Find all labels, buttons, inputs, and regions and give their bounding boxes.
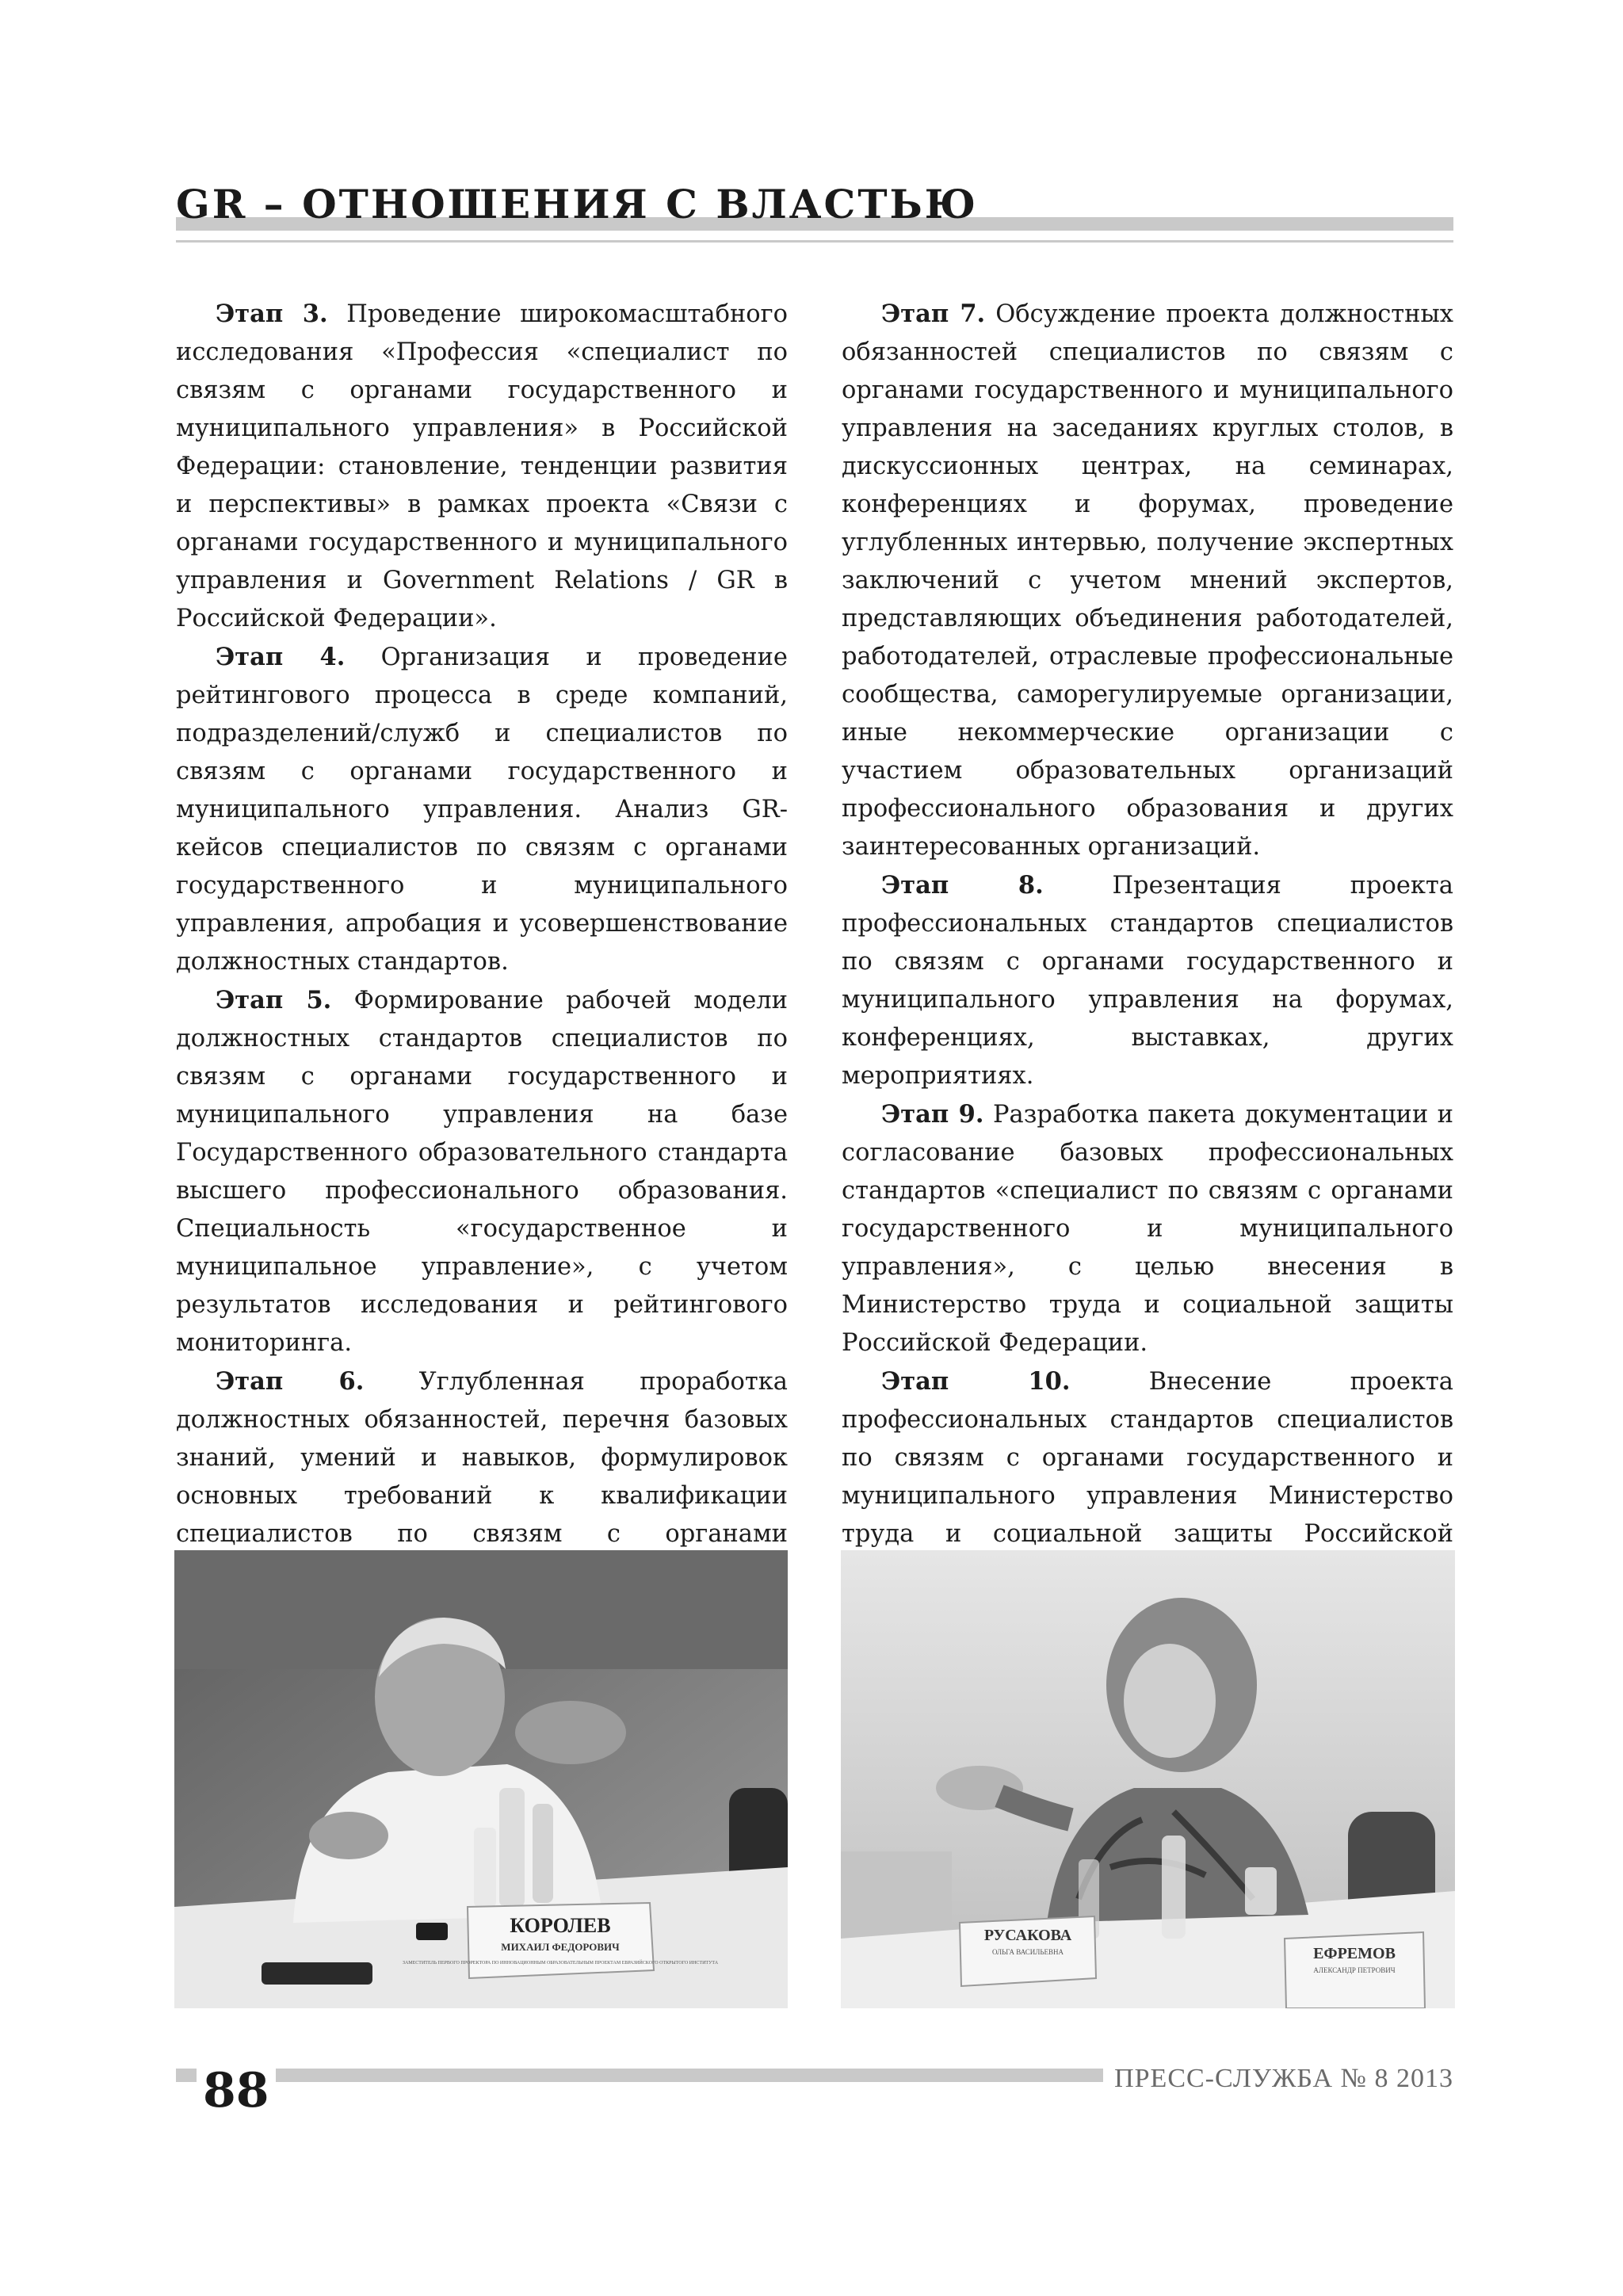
stage-text: Формирование рабочей модели должностных стандартов специалистов по связям с органами государственного и муниципального управления на базе Государственного образовательного стандарта высшего профессионального образования. Специальность «государственное и муниципальное управление», с учетом результатов исследования и рейтингового мониторинга. [176,987,788,1357]
left-column [176,295,788,1668]
stage-text: Обсуждение проекта должностных обязанностей специалистов по связям с органами государственного и муниципального управления на заседаниях круглых столов, в дискуссионных центрах, на семинарах, конференциях и форумах, проведение углубленных интервью, получение экспертных заключений с учетом мнений экспертов, представляющих объединения работодателей, работодателей, отраслевые профессиональные сообщества, саморегулируемые организации, иные некоммерческие организации с участием образовательных организаций профессионального образования и других заинтересованных организаций. [842,300,1453,861]
stage-text: Презентация проекта профессиональных стандартов специалистов по связям с органами государственного и муниципального управления на форумах, конференциях, выставках, других мероприятиях. [842,872,1453,1090]
stage-label: Этап 6. [216,1367,365,1396]
stage-text: Проведение широкомасштабного исследования «Профессия «специалист по связям с органами государственного и муниципального управления» в Российской Федерации: становление, тенденции развития и перспективы» в рамках проекта «Связи с органами государственного и муниципального управления и Government Relations / GR в Российской Федерации». [176,300,788,632]
paragraph-stage-4 [176,638,788,981]
photo-illustration [841,1550,1455,2008]
nameplate-name: МИХАИЛ ФЕДОРОВИЧ [501,1941,620,1953]
stage-label: Этап 4. [216,643,346,671]
nameplate-name: ОЛЬГА ВАСИЛЬЕВНА [991,1948,1064,1956]
paragraph-stage-7 [842,295,1453,866]
stage-text: Углубленная проработка должностных обязанностей, перечня базовых знаний, умений и навыков, формулировок основных требований к квалификации специалистов по связям с органами [176,1368,788,1548]
right-column [842,295,1453,1677]
nameplate-surname: РУСАКОВА [983,1927,1072,1944]
nameplate-name: АЛЕКСАНДР ПЕТРОВИЧ [1313,1966,1396,1974]
nameplate-surname: КОРОЛЕВ [510,1914,611,1937]
stage-label: Этап 3. [216,300,328,328]
stage-label: Этап 5. [216,986,332,1014]
section-title: GR – ОТНОШЕНИЯ С ВЛАСТЬЮ [176,181,979,227]
magazine-issue: ПРЕСС-СЛУЖБА № 8 2013 [1103,2064,1453,2094]
page-number: 88 [197,2062,276,2119]
paragraph-stage-3 [176,295,788,638]
paragraph-stage-8 [842,866,1453,1095]
paragraph-stage-5 [176,981,788,1362]
photo-speaker-korolev [174,1550,788,2008]
photo-illustration [174,1550,788,2008]
photo-speaker-rusakova [841,1550,1455,2008]
nameplate-surname: ЕФРЕМОВ [1313,1945,1396,1962]
stage-label: Этап 8. [881,871,1044,900]
header-line [176,240,1453,243]
stage-text: Внесение проекта профессиональных стандартов специалистов по связям с органами государственного и муниципального управления Министерство труда и социальной защиты Российской [842,1368,1453,1548]
paragraph-stage-9 [842,1095,1453,1362]
stage-label: Этап 10. [881,1367,1071,1396]
stage-text: Разработка пакета документации и согласование базовых профессиональных стандартов «специалист по связям с органами государственного и муниципального управления», с целью внесения в Министерство труда и социальной защиты Российской Федерации. [842,1101,1453,1357]
stage-text: Организация и проведение рейтингового процесса в среде компаний, подразделений/служб и специалистов по связям с органами государственного и муниципального управления. Анализ GR-кейсов специалистов по связям с органами государственного и муниципального управления, апробация и усовершенствование должностных стандартов. [176,644,788,976]
stage-label: Этап 9. [881,1100,984,1129]
stage-label: Этап 7. [881,300,986,328]
nameplate-title: ЗАМЕСТИТЕЛЬ ПЕРВОГО ПРОРЕКТОРА ПО ИННОВАЦИОННЫМ ОБРАЗОВАТЕЛЬНЫМ ПРОЕКТАМ ЕВРАЗИЙСКОГО ОТКРЫТОГО ИНСТИТУТА [402,1961,719,1966]
